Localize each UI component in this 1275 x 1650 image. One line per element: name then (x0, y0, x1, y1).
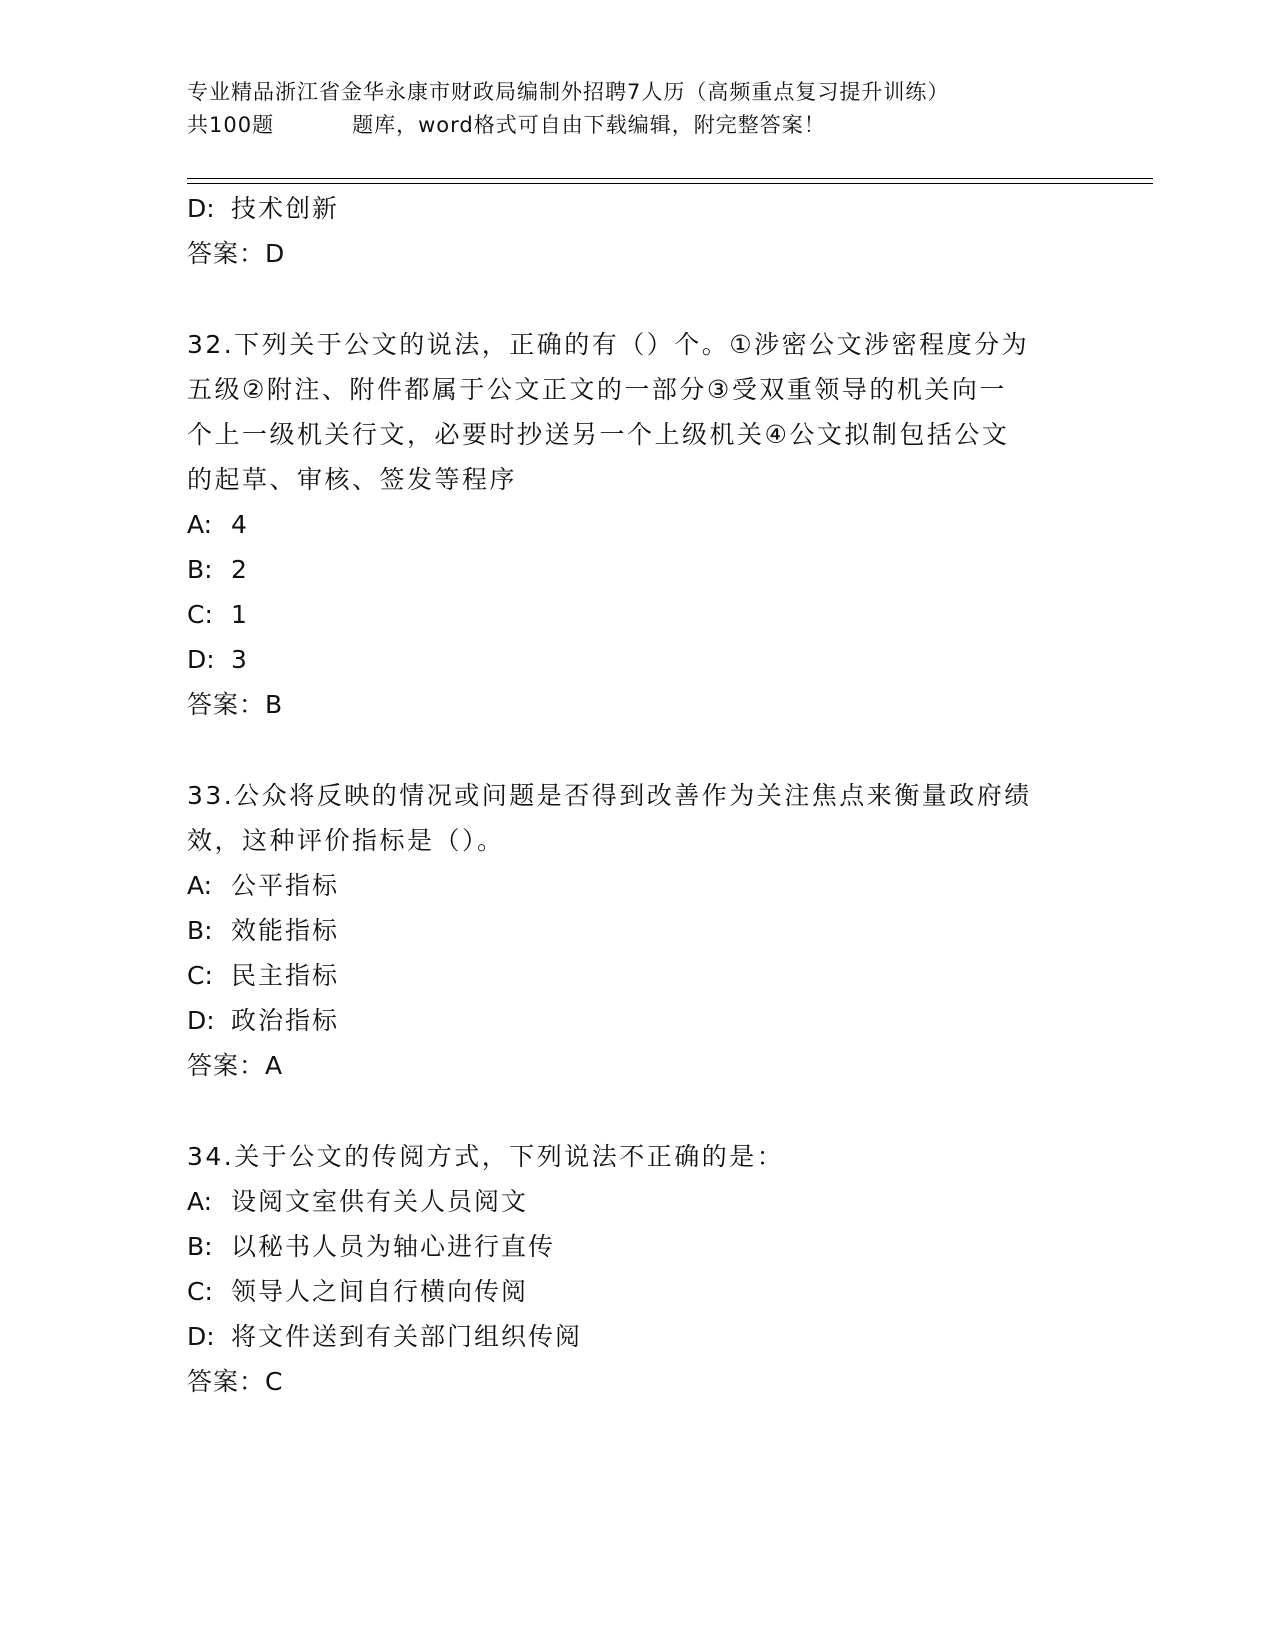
question-33-answer: 答案：A (187, 1051, 284, 1080)
question-33-option-c: C: 民主指标 (187, 961, 340, 990)
header-divider-top (187, 178, 1153, 179)
question-34-option-b: B: 以秘书人员为轴心进行直传 (187, 1232, 556, 1261)
question-32-option-a: A: 4 (187, 510, 249, 539)
question-content (187, 186, 1087, 1404)
question-33-text: 33.公众将反映的情况或问题是否得到改善作为关注焦点来衡量政府绩 效，这种评价指标是（）。 (187, 781, 1032, 855)
question-32-option-b: B: 2 (187, 555, 249, 584)
question-32-option-c: C: 1 (187, 600, 249, 629)
header-description: 题库，word格式可自由下载编辑，附完整答案！ (352, 113, 826, 137)
question-32-option-d: D: 3 (187, 645, 249, 674)
header-title: 专业精品浙江省金华永康市财政局编制外招聘7人历（高频重点复习提升训练） (187, 80, 950, 104)
header-subtitle (187, 109, 1087, 142)
page-header (187, 76, 1087, 142)
question-34-answer: 答案：C (187, 1367, 284, 1396)
question-34-option-d: D: 将文件送到有关部门组织传阅 (187, 1322, 583, 1351)
question-33-option-b: B: 效能指标 (187, 916, 340, 945)
option-d: D: 技术创新 (187, 194, 340, 223)
question-34-text: 34.关于公文的传阅方式，下列说法不正确的是： (187, 1142, 785, 1171)
question-33-option-d: D: 政治指标 (187, 1006, 340, 1035)
question-33-option-a: A: 公平指标 (187, 871, 340, 900)
question-34-option-c: C: 领导人之间自行横向传阅 (187, 1277, 529, 1306)
question-34-option-a: A: 设阅文室供有关人员阅文 (187, 1187, 529, 1216)
question-32-answer: 答案：B (187, 690, 284, 719)
header-question-count: 共100题 (187, 113, 275, 137)
header-divider-bottom (187, 183, 1153, 184)
question-32-text: 32.下列关于公文的说法，正确的有（）个。①涉密公文涉密程度分为 五级②附注、附件都属于公文正文的一部分③受双重领导的机关向一 个上一级机关行文，必要时抄送另一个上级机关④公文拟制包括公文 的起草、审核、签发等程序 (187, 330, 1030, 494)
answer-line: 答案：D (187, 239, 286, 268)
